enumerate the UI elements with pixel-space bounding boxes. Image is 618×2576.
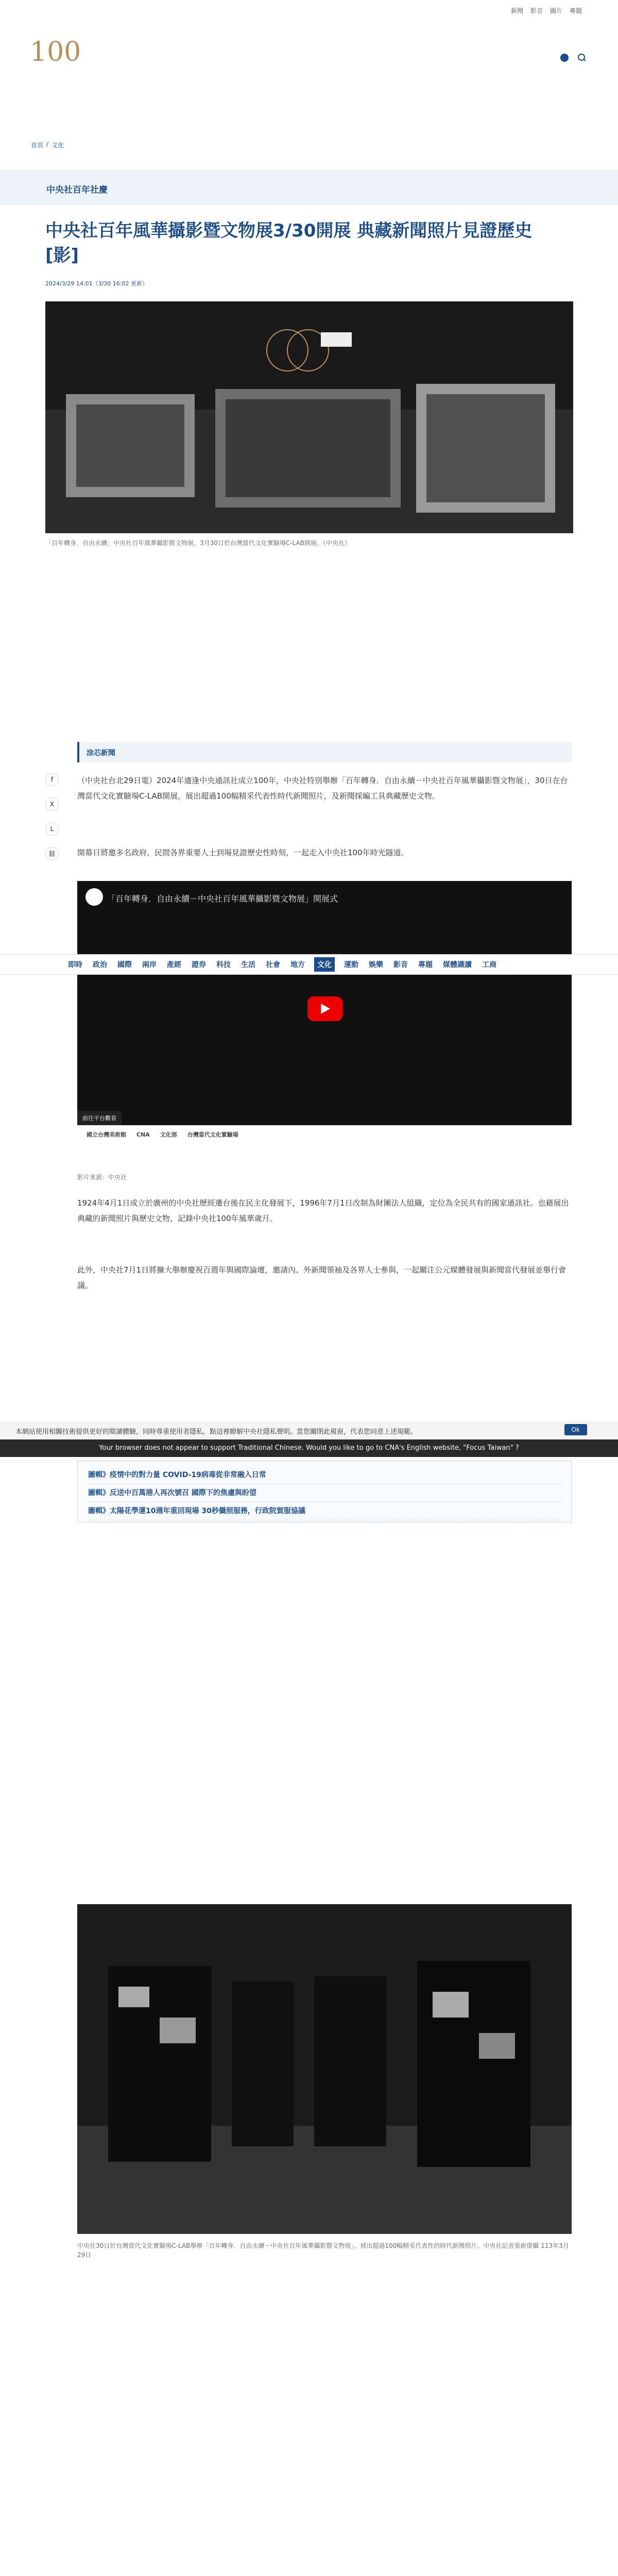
cat-item[interactable]: 娛樂 — [369, 961, 383, 969]
related-item[interactable]: 圖輯》反送中百萬港人再次號召 國際下的焦慮與盼望 — [88, 1484, 561, 1502]
cat-item[interactable]: 社會 — [266, 961, 280, 969]
cookie-notice — [0, 1421, 618, 1439]
article-paragraph: 此外，中央社7月1日將擴大舉辦慶祝百週年與國際論壇，邀請內、外新聞領袖及各界人士參與，一起關注公元媒體發展與新聞當代發展並舉行會議。 — [77, 1265, 566, 1290]
reporter-name[interactable]: 涂芯新聞 — [87, 749, 115, 757]
partner-name: 台灣當代文化實驗場 — [187, 1131, 238, 1138]
article-paragraph: 開幕日將邀多名政府、民間各界重要人士到場見證歷史性時刻，一起走入中央社100年時光隧道。 — [77, 848, 409, 857]
partner-name: CNA — [136, 1131, 150, 1138]
cna-channel-avatar — [85, 888, 103, 906]
breadcrumb-separator: / — [46, 141, 49, 148]
related-list — [77, 1461, 572, 1522]
cookie-text: 本網站使用相關技術提供更好的閱讀體驗，同時尊重使用者隱私，點這裡瞭解中央社隱私聲明。當您關閉此視窗，代表您同意上述規範。 — [15, 1428, 418, 1436]
language-banner-text[interactable]: Your browser does not appear to support Traditional Chinese. Would you like to go to CNA's English website, "Focus Taiwan" ? — [99, 1444, 519, 1452]
cat-item[interactable]: 政治 — [93, 961, 107, 969]
related-item[interactable]: 圖輯》太陽花學運10週年重回現場 30秒攝照服務，行政院貿服協議 — [88, 1502, 561, 1520]
cat-item[interactable]: 產經 — [167, 961, 181, 969]
cat-item[interactable]: 影音 — [393, 961, 408, 969]
cat-item[interactable]: 運動 — [344, 961, 358, 969]
cat-item[interactable]: 生活 — [241, 961, 255, 969]
language-banner[interactable] — [0, 1439, 618, 1457]
section-band — [0, 170, 618, 205]
category-nav — [0, 954, 618, 975]
watch-on-platform-button[interactable]: 前往平台觀看 — [77, 1111, 122, 1125]
video-title: 「百年轉身．自由永續－中央社百年風華攝影暨文物展」開展式 — [107, 894, 338, 904]
cat-item[interactable]: 即時 — [68, 961, 82, 969]
toplink-photos[interactable]: 圖片 — [550, 7, 562, 14]
exhibition-caption: 中央社30日於台灣當代文化實驗場C-LAB舉辦「百年轉身．自由永續－中央社百年風華攝影暨文物展」，展出超過100幅精采代表性的時代新聞照片。中央社記者張新偉攝 113年3月29日 — [77, 2242, 569, 2259]
cat-item[interactable]: 國際 — [117, 961, 132, 969]
breadcrumb — [31, 141, 64, 149]
partner-name: 文化部 — [160, 1131, 177, 1138]
cat-item[interactable]: 地方 — [290, 961, 305, 969]
hero-photo[interactable] — [45, 301, 573, 533]
embedded-video[interactable] — [77, 881, 572, 1144]
cat-item[interactable]: 工商 — [482, 961, 496, 969]
cookie-ok-button[interactable]: Ok — [564, 1424, 587, 1435]
breadcrumb-home[interactable]: 首頁 — [31, 142, 44, 149]
related-item[interactable]: 圖輯》疫情中的對力量 COVID-19病毒從非常融入日常 — [88, 1466, 561, 1484]
x-icon[interactable]: X — [45, 798, 59, 811]
cat-item[interactable]: 證券 — [192, 961, 206, 969]
toplink-news[interactable]: 新聞 — [510, 7, 523, 14]
toplink-video[interactable]: 影音 — [530, 7, 543, 14]
video-partner-bar — [77, 1125, 572, 1144]
hero-caption: 「百年轉身．自由永續」中央社百年風華攝影暨文物展，3月30日於台灣當代文化實驗場C-LAB開展。（中央社） — [45, 539, 351, 547]
article-meta — [45, 279, 148, 287]
cat-item-active[interactable]: 文化 — [314, 957, 335, 972]
link-icon[interactable]: ⛓ — [45, 847, 59, 860]
toplink-topics[interactable]: 專題 — [569, 7, 582, 14]
line-icon[interactable]: L — [45, 822, 59, 836]
cat-item[interactable]: 專題 — [418, 961, 433, 969]
play-icon[interactable] — [307, 996, 342, 1021]
logo-text: 100 — [30, 37, 81, 67]
article-paragraph: 1924年4月1日成立於廣州的中央社歷經遷台後在民主化發展下，1996年7月1日改制為財團法人組織，定位為全民共有的國家通訊社。也藉展出典藏的新聞照片與歷史文物，記錄中央社100年風華歲月。 — [77, 1198, 569, 1223]
cat-item[interactable]: 兩岸 — [142, 961, 157, 969]
article-date: 2024/3/29 14:01（3/30 16:02 更新） — [45, 280, 148, 287]
facebook-icon[interactable]: f — [45, 773, 59, 786]
breadcrumb-culture[interactable]: 文化 — [52, 142, 64, 149]
search-icon[interactable] — [578, 54, 586, 62]
cat-item[interactable]: 媒體識讀 — [443, 961, 472, 969]
cna-100-logo[interactable] — [30, 30, 81, 76]
partner-name: 國立台灣美術館 — [87, 1131, 126, 1138]
section-title[interactable]: 中央社百年社慶 — [46, 185, 108, 195]
reporter-box — [77, 742, 572, 762]
globe-icon[interactable] — [560, 54, 569, 62]
top-links — [511, 6, 582, 15]
video-source: 影片來源：中央社 — [77, 1174, 127, 1181]
exhibition-photo[interactable] — [77, 1904, 572, 2234]
article-title: 中央社百年風華攝影暨文物展3/30開展 典藏新聞照片見證歷史[影] — [45, 221, 533, 266]
article-paragraph: （中央社台北29日電）2024年適逢中央通訊社成立100年，中央社特別舉辦「百年轉身．自由永續－中央社百年風華攝影暨文物展」，30日在台灣當代文化實驗場C-LAB開展，展出超過100幅精采代表性時代新聞照片，及新聞採編工具典藏歷史文物。 — [77, 776, 568, 801]
share-bar — [45, 773, 59, 860]
cat-item[interactable]: 科技 — [216, 961, 231, 969]
